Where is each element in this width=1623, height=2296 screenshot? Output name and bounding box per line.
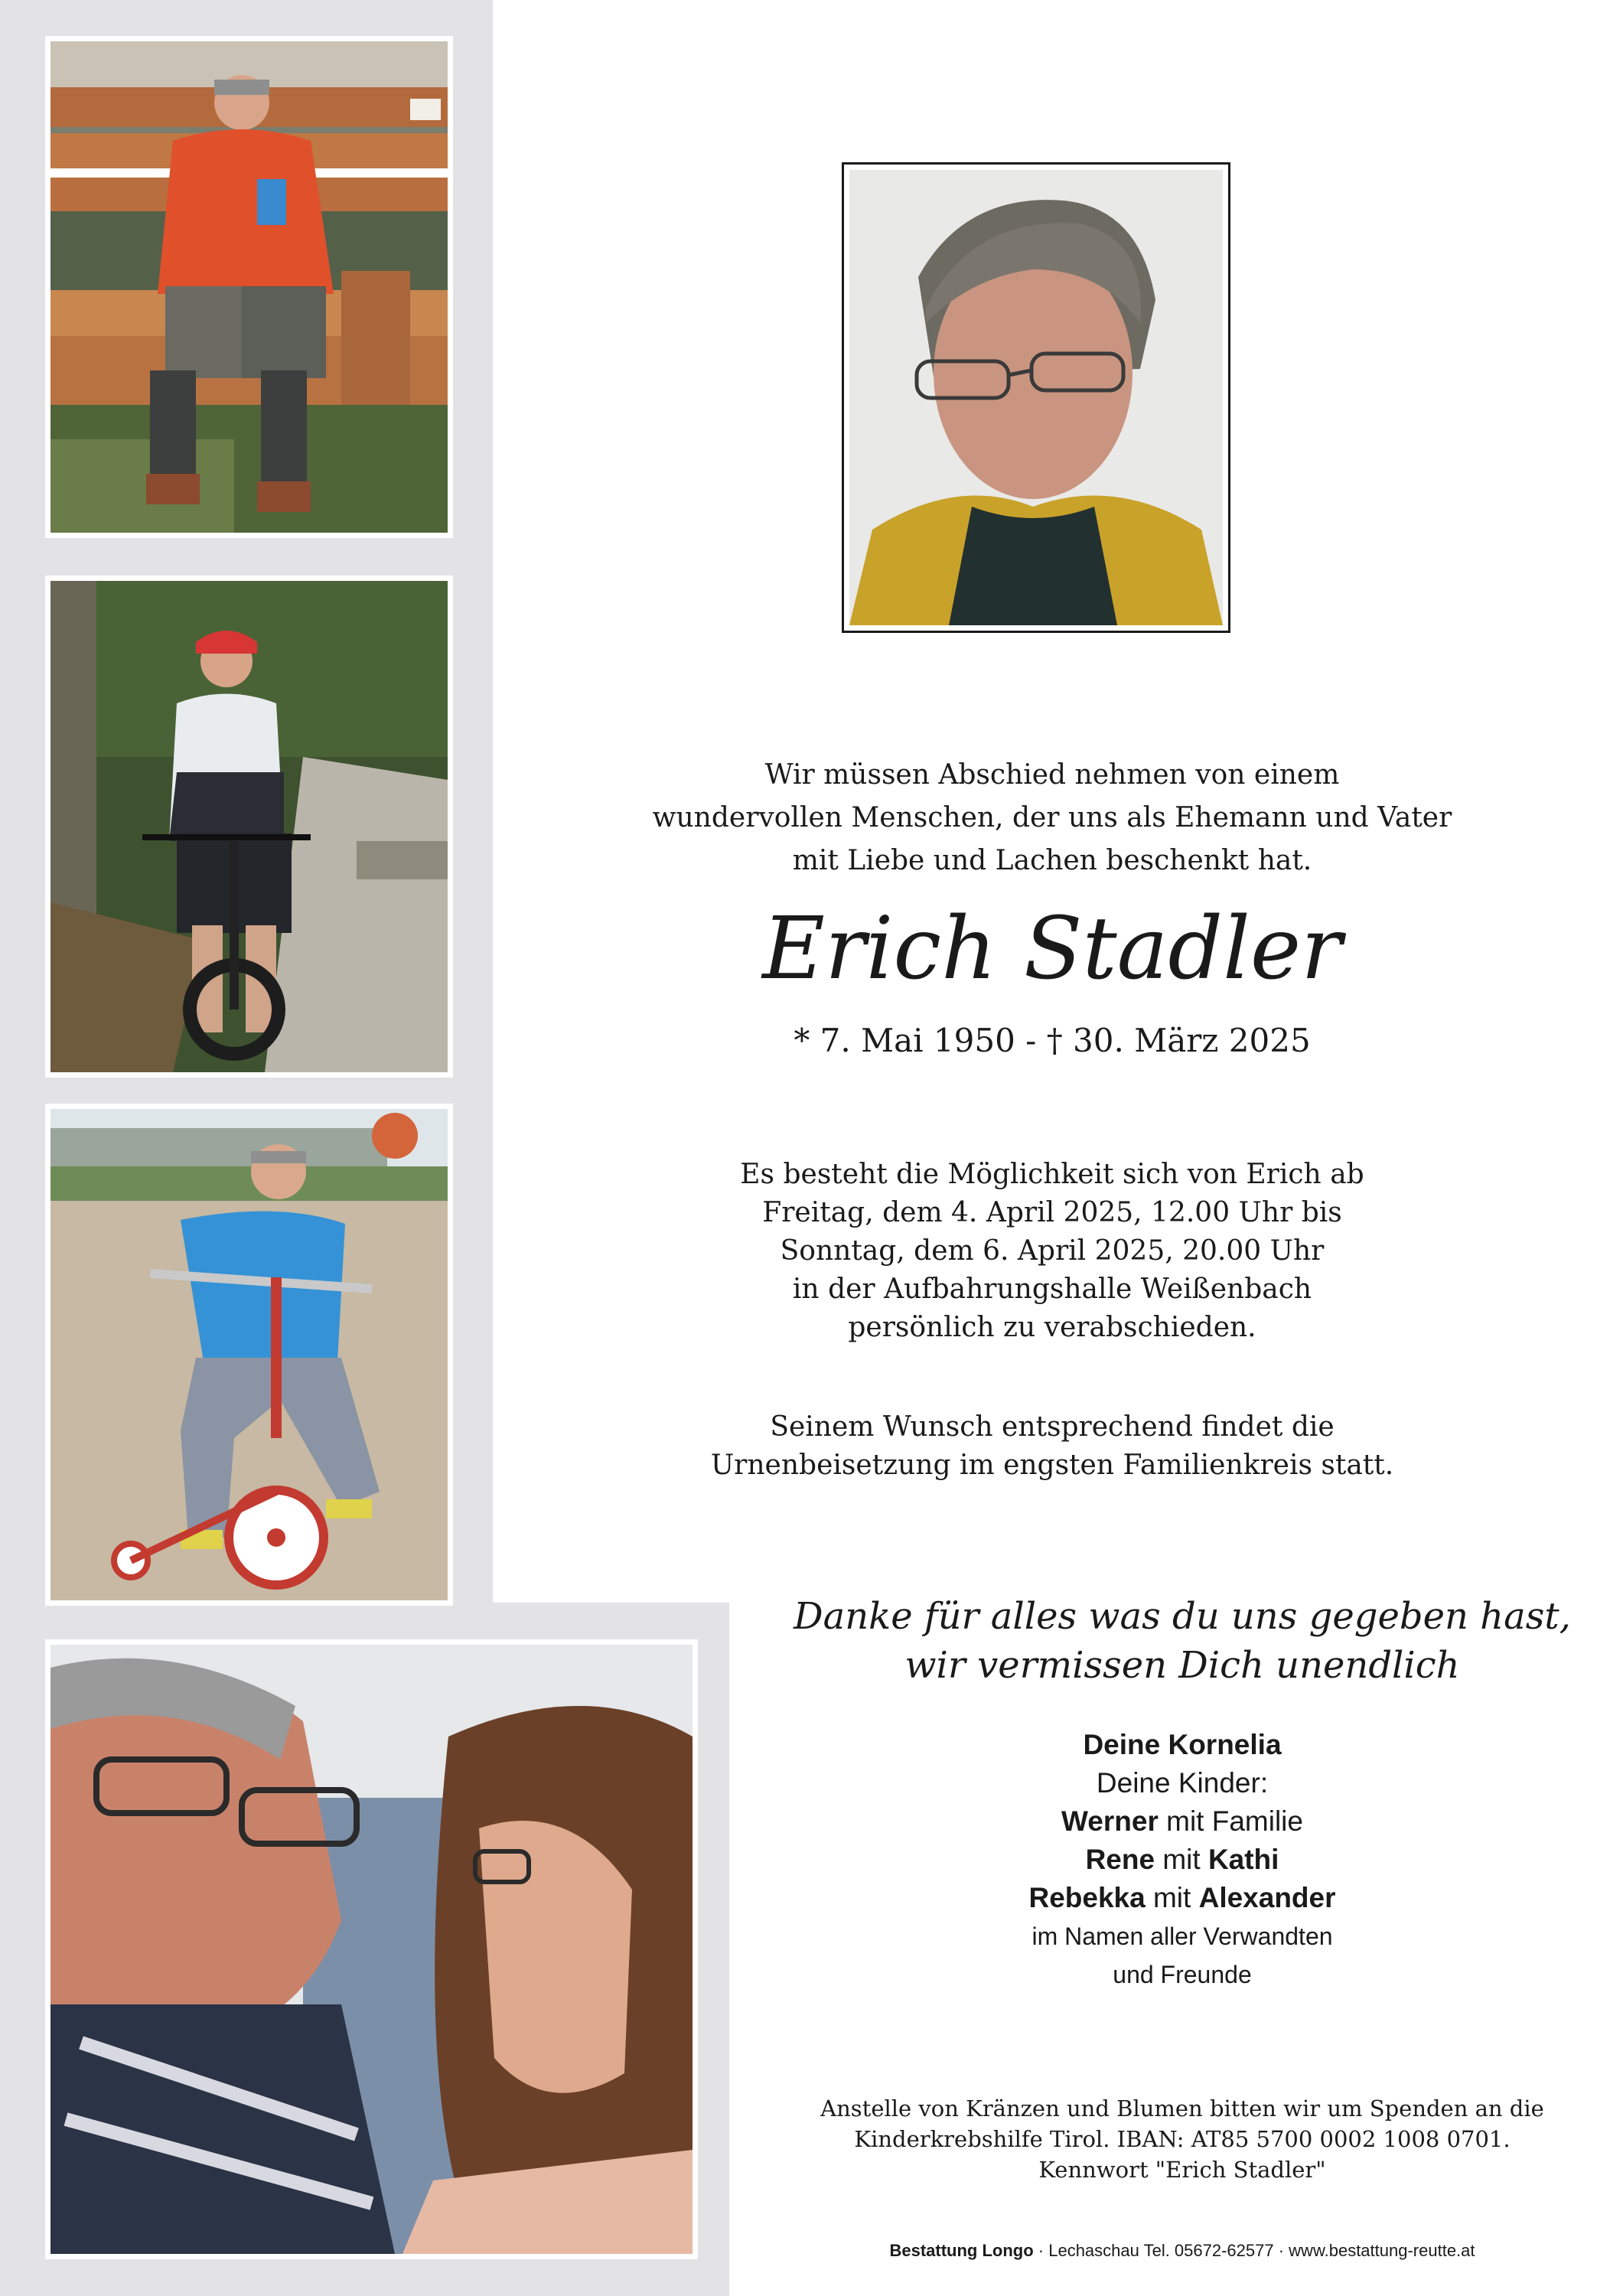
life-dates: * 7. Mai 1950 - † 30. März 2025 (794, 1022, 1311, 1059)
photo-mountain-bike (45, 576, 453, 1078)
photo-tricycle (45, 1104, 453, 1606)
thanks-line: wir vermissen Dich unendlich (904, 1644, 1460, 1687)
burial-info (582, 1408, 1523, 1485)
photo-bench (45, 36, 453, 538)
family-child (765, 1841, 1599, 1879)
child-suffix: mit Familie (1158, 1805, 1303, 1837)
donation-line: Kennwort "Erich Stadler" (1038, 2157, 1326, 2183)
funeral-home-footer (765, 2241, 1599, 2261)
thanks-line: Danke für alles was du uns gegeben hast, (794, 1595, 1571, 1638)
photo-couple-selfie (45, 1639, 698, 2259)
funeral-home-name: Bestattung Longo (889, 2241, 1034, 2260)
family-child (765, 1802, 1599, 1841)
burial-line: Seinem Wunsch entsprechend findet die (770, 1411, 1335, 1443)
family-child (765, 1879, 1599, 1917)
child-connector: mit (1155, 1844, 1208, 1875)
viewing-info (582, 1156, 1523, 1347)
family-children-label: Deine Kinder: (1096, 1767, 1269, 1799)
intro-line: wundervollen Menschen, der uns als Ehemann und Vater (652, 802, 1452, 833)
donation-note (765, 2093, 1599, 2185)
donation-line: Anstelle von Kränzen und Blumen bitten wir um Spenden an die (820, 2095, 1544, 2122)
funeral-home-details: · Lechaschau Tel. 05672-62577 · www.bestattung-reutte.at (1033, 2241, 1475, 2260)
child-partner: Alexander (1198, 1882, 1336, 1913)
intro-text (582, 754, 1523, 882)
donation-line: Kinderkrebshilfe Tirol. IBAN: AT85 5700 0002 1008 0701. (854, 2126, 1511, 2152)
viewing-line: Sonntag, dem 6. April 2025, 20.00 Uhr (780, 1235, 1325, 1267)
deceased-name: Erich Stadler (762, 899, 1342, 999)
family-relatives: und Freunde (1113, 1961, 1252, 1988)
viewing-line: Es besteht die Möglichkeit sich von Erich ab (740, 1159, 1364, 1190)
family-list (765, 1726, 1599, 1994)
intro-line: mit Liebe und Lachen beschenkt hat. (792, 845, 1312, 876)
family-relatives: im Namen aller Verwandten (1031, 1923, 1333, 1950)
child-name: Rebekka (1028, 1882, 1146, 1913)
burial-line: Urnenbeisetzung im engsten Familienkreis statt. (710, 1450, 1394, 1481)
family-wife: Deine Kornelia (1083, 1729, 1282, 1760)
intro-line: Wir müssen Abschied nehmen von einem (764, 759, 1340, 791)
viewing-line: Freitag, dem 4. April 2025, 12.00 Uhr bis (762, 1197, 1342, 1228)
viewing-line: persönlich zu verabschieden. (848, 1312, 1256, 1343)
thanks-text (765, 1592, 1599, 1690)
viewing-line: in der Aufbahrungshalle Weißenbach (792, 1274, 1312, 1305)
child-connector: mit (1145, 1882, 1199, 1913)
child-partner: Kathi (1207, 1844, 1279, 1875)
child-name: Rene (1085, 1844, 1155, 1875)
portrait-photo (842, 162, 1230, 633)
child-name: Werner (1061, 1805, 1159, 1837)
